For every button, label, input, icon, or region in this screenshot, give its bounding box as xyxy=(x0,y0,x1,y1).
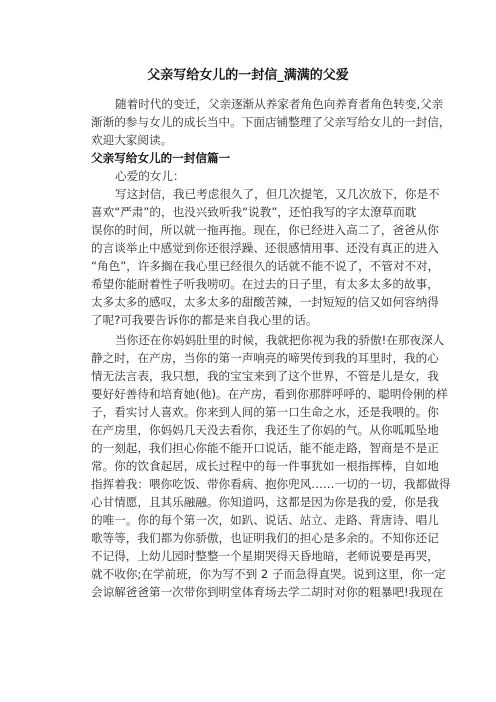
text-line: 在产房里，你妈妈几天没去看你，我还生了你妈的气。从你呱呱坠地 xyxy=(91,423,439,437)
text-line: 的言谈举止中感觉到你还很浮躁、还很感情用事、还没有真正的进入 xyxy=(91,241,439,255)
text-line: 歌等等，我们都为你骄傲，也证明我们的担心是多余的。不知你还记 xyxy=(91,531,439,545)
text-line: 的一刻起，我们担心你能不能开口说话，能不能走路，智商是不是正 xyxy=(91,441,439,455)
text-line: 太多太多的感叹，太多太多的甜酸苦辣，一封短短的信又如何容纳得 xyxy=(91,295,439,309)
text-line: 指挥着我：喂你吃饭、带你看病、抱你兜风……一切的一切，我都做得 xyxy=(91,477,451,491)
text-line: 心甘情愿，且其乐融融。你知道吗，这都是因为你是我的爱，你是我 xyxy=(91,495,439,509)
text-line: 当你还在你妈妈肚里的时候，我就把你视为我的骄傲!在那夜深人 xyxy=(115,333,445,347)
text-line: 误你的时间，所以就一拖再拖。现在，你已经进入高二了，爸爸从你 xyxy=(91,223,439,237)
text-line: 欢迎大家阅读。 xyxy=(91,133,173,147)
text-line: 常。你的饮食起居，成长过程中的每一件事犹如一根指挥棒，自如地 xyxy=(91,459,439,473)
text-line: 就不收你;在学前班，你为写不到 2 子而急得直哭。说到这里，你一定 xyxy=(91,567,446,581)
page-title: 父亲写给女儿的一封信_满满的父爱 xyxy=(147,68,349,83)
text-line: 随着时代的变迁，父亲逐渐从养家者角色向养育者角色转变,父亲 xyxy=(115,97,444,111)
text-line: 写这封信，我已考虑很久了，但几次提笔，又几次放下，你是不 xyxy=(115,187,440,201)
text-line: 静之时，在产房，当你的第一声响亮的啼哭传到我的耳里时，我的心 xyxy=(91,351,439,365)
text-line: 要好好善待和培育她(他)。在产房，看到你那胖呼呼的、聪明伶俐的样 xyxy=(91,387,448,401)
text-line: “角色”，许多搁在我心里已经很久的话就不能不说了，不管对不对， xyxy=(91,259,440,273)
text-line: 情无法言表，我只想，我的宝宝来到了这个世界，不管是儿是女，我 xyxy=(91,369,439,383)
salutation: 心爱的女儿： xyxy=(115,169,185,183)
text-line: 的唯一。你的每个第一次，如趴、说话、站立、走路、背唐诗、唱儿 xyxy=(91,513,439,527)
section-heading: 父亲写给女儿的一封信篇一 xyxy=(91,151,231,165)
text-line: 希望你能耐着性子听我唠叨。在过去的日子里，有太多太多的故事， xyxy=(91,277,439,291)
text-line: 了呢?可我要告诉你的都是来自我心里的话。 xyxy=(91,313,318,327)
text-line: 会谅解爸爸第一次带你到明堂体育场去学二胡时对你的粗暴吧!我现在 xyxy=(91,585,444,599)
text-line: 不记得，上幼儿园时整整一个星期哭得天昏地暗，老师说要是再哭， xyxy=(91,549,439,563)
text-line: 子，看实讨人喜欢。你来到人间的第一口生命之水，还是我喂的。你 xyxy=(91,405,439,419)
text-line: 喜欢“严肃”的，也没兴致听我“说教”，还怕我写的字太潦草而耽 xyxy=(91,205,417,219)
text-line: 渐渐的参与女儿的成长当中。下面店铺整理了父亲写给女儿的一封信， xyxy=(91,115,451,129)
